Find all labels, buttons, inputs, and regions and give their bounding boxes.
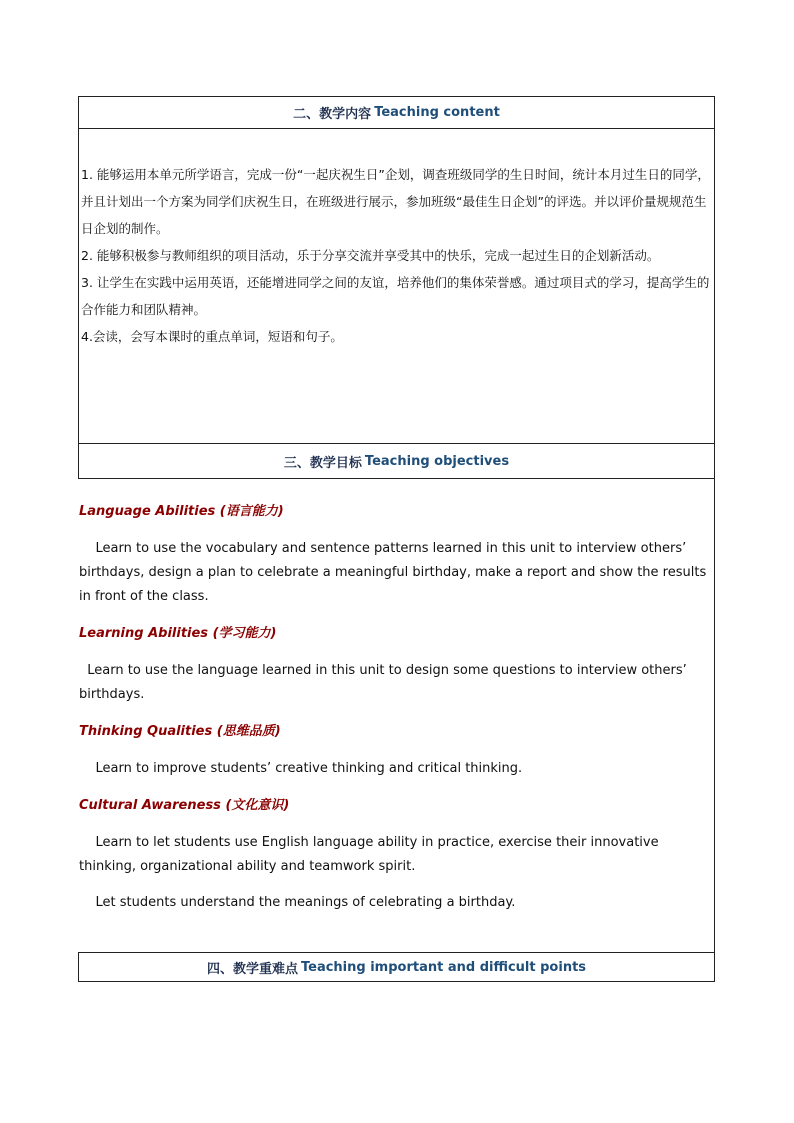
objective-text-cultural-1: Learn to let students use English language ability in practice, exercise their innovative thinking, organizational ability and teamwork spirit. bbox=[79, 835, 663, 874]
section-header-key-points bbox=[78, 952, 715, 982]
section-title-en: Teaching objectives bbox=[364, 453, 510, 469]
teaching-objectives-body bbox=[78, 478, 715, 953]
teaching-content-cell bbox=[78, 128, 715, 444]
section-title-cn: 三、教学目标 bbox=[283, 455, 362, 471]
objective-heading-thinking: Thinking Qualities (思维品质) bbox=[79, 724, 281, 739]
section-title-en: Teaching important and difficult points bbox=[300, 959, 587, 975]
objective-text-learning: Learn to use the language learned in this unit to design some questions to interview others’ birthdays. bbox=[79, 663, 691, 702]
objective-text-thinking: Learn to improve students’ creative thinking and critical thinking. bbox=[79, 761, 523, 776]
section-title-en: Teaching content bbox=[374, 105, 500, 120]
section-header-teaching-objectives bbox=[78, 443, 715, 479]
objective-text-cultural-2: Let students understand the meanings of celebrating a birthday. bbox=[79, 895, 516, 910]
objective-heading-learning: Learning Abilities (学习能力) bbox=[79, 626, 277, 641]
section-title-cn: 四、教学重难点 bbox=[206, 961, 298, 977]
section-title-cn: 二、教学内容 bbox=[293, 107, 372, 122]
objective-heading-cultural: Cultural Awareness (文化意识) bbox=[79, 798, 290, 813]
objective-heading-language: Language Abilities (语言能力) bbox=[79, 504, 284, 519]
content-item-1: 1. 能够运用本单元所学语言，完成一份“一起庆祝生日”企划，调查班级同学的生日时间，统计本月过生日的同学，并且计划出一个方案为同学们庆祝生日，在班级进行展示，参加班级“最佳生日企划”的评选。并以评价量规规范生日企划的制作。 bbox=[81, 167, 710, 236]
content-item-2: 2. 能够积极参与教师组织的项目活动，乐于分享交流并享受其中的快乐，完成一起过生日的企划新活动。 bbox=[81, 248, 660, 263]
objective-text-language: Learn to use the vocabulary and sentence patterns learned in this unit to interview others’ birthdays, design a plan to celebrate a meaningful birthday, make a report and show the results in front of the class. bbox=[79, 541, 711, 604]
content-item-3: 3. 让学生在实践中运用英语，还能增进同学之间的友谊，培养他们的集体荣誉感。通过项目式的学习，提高学生的合作能力和团队精神。 bbox=[81, 275, 710, 317]
section-header-teaching-content bbox=[78, 96, 715, 129]
content-item-4: 4.会读，会写本课时的重点单词，短语和句子。 bbox=[81, 329, 343, 344]
